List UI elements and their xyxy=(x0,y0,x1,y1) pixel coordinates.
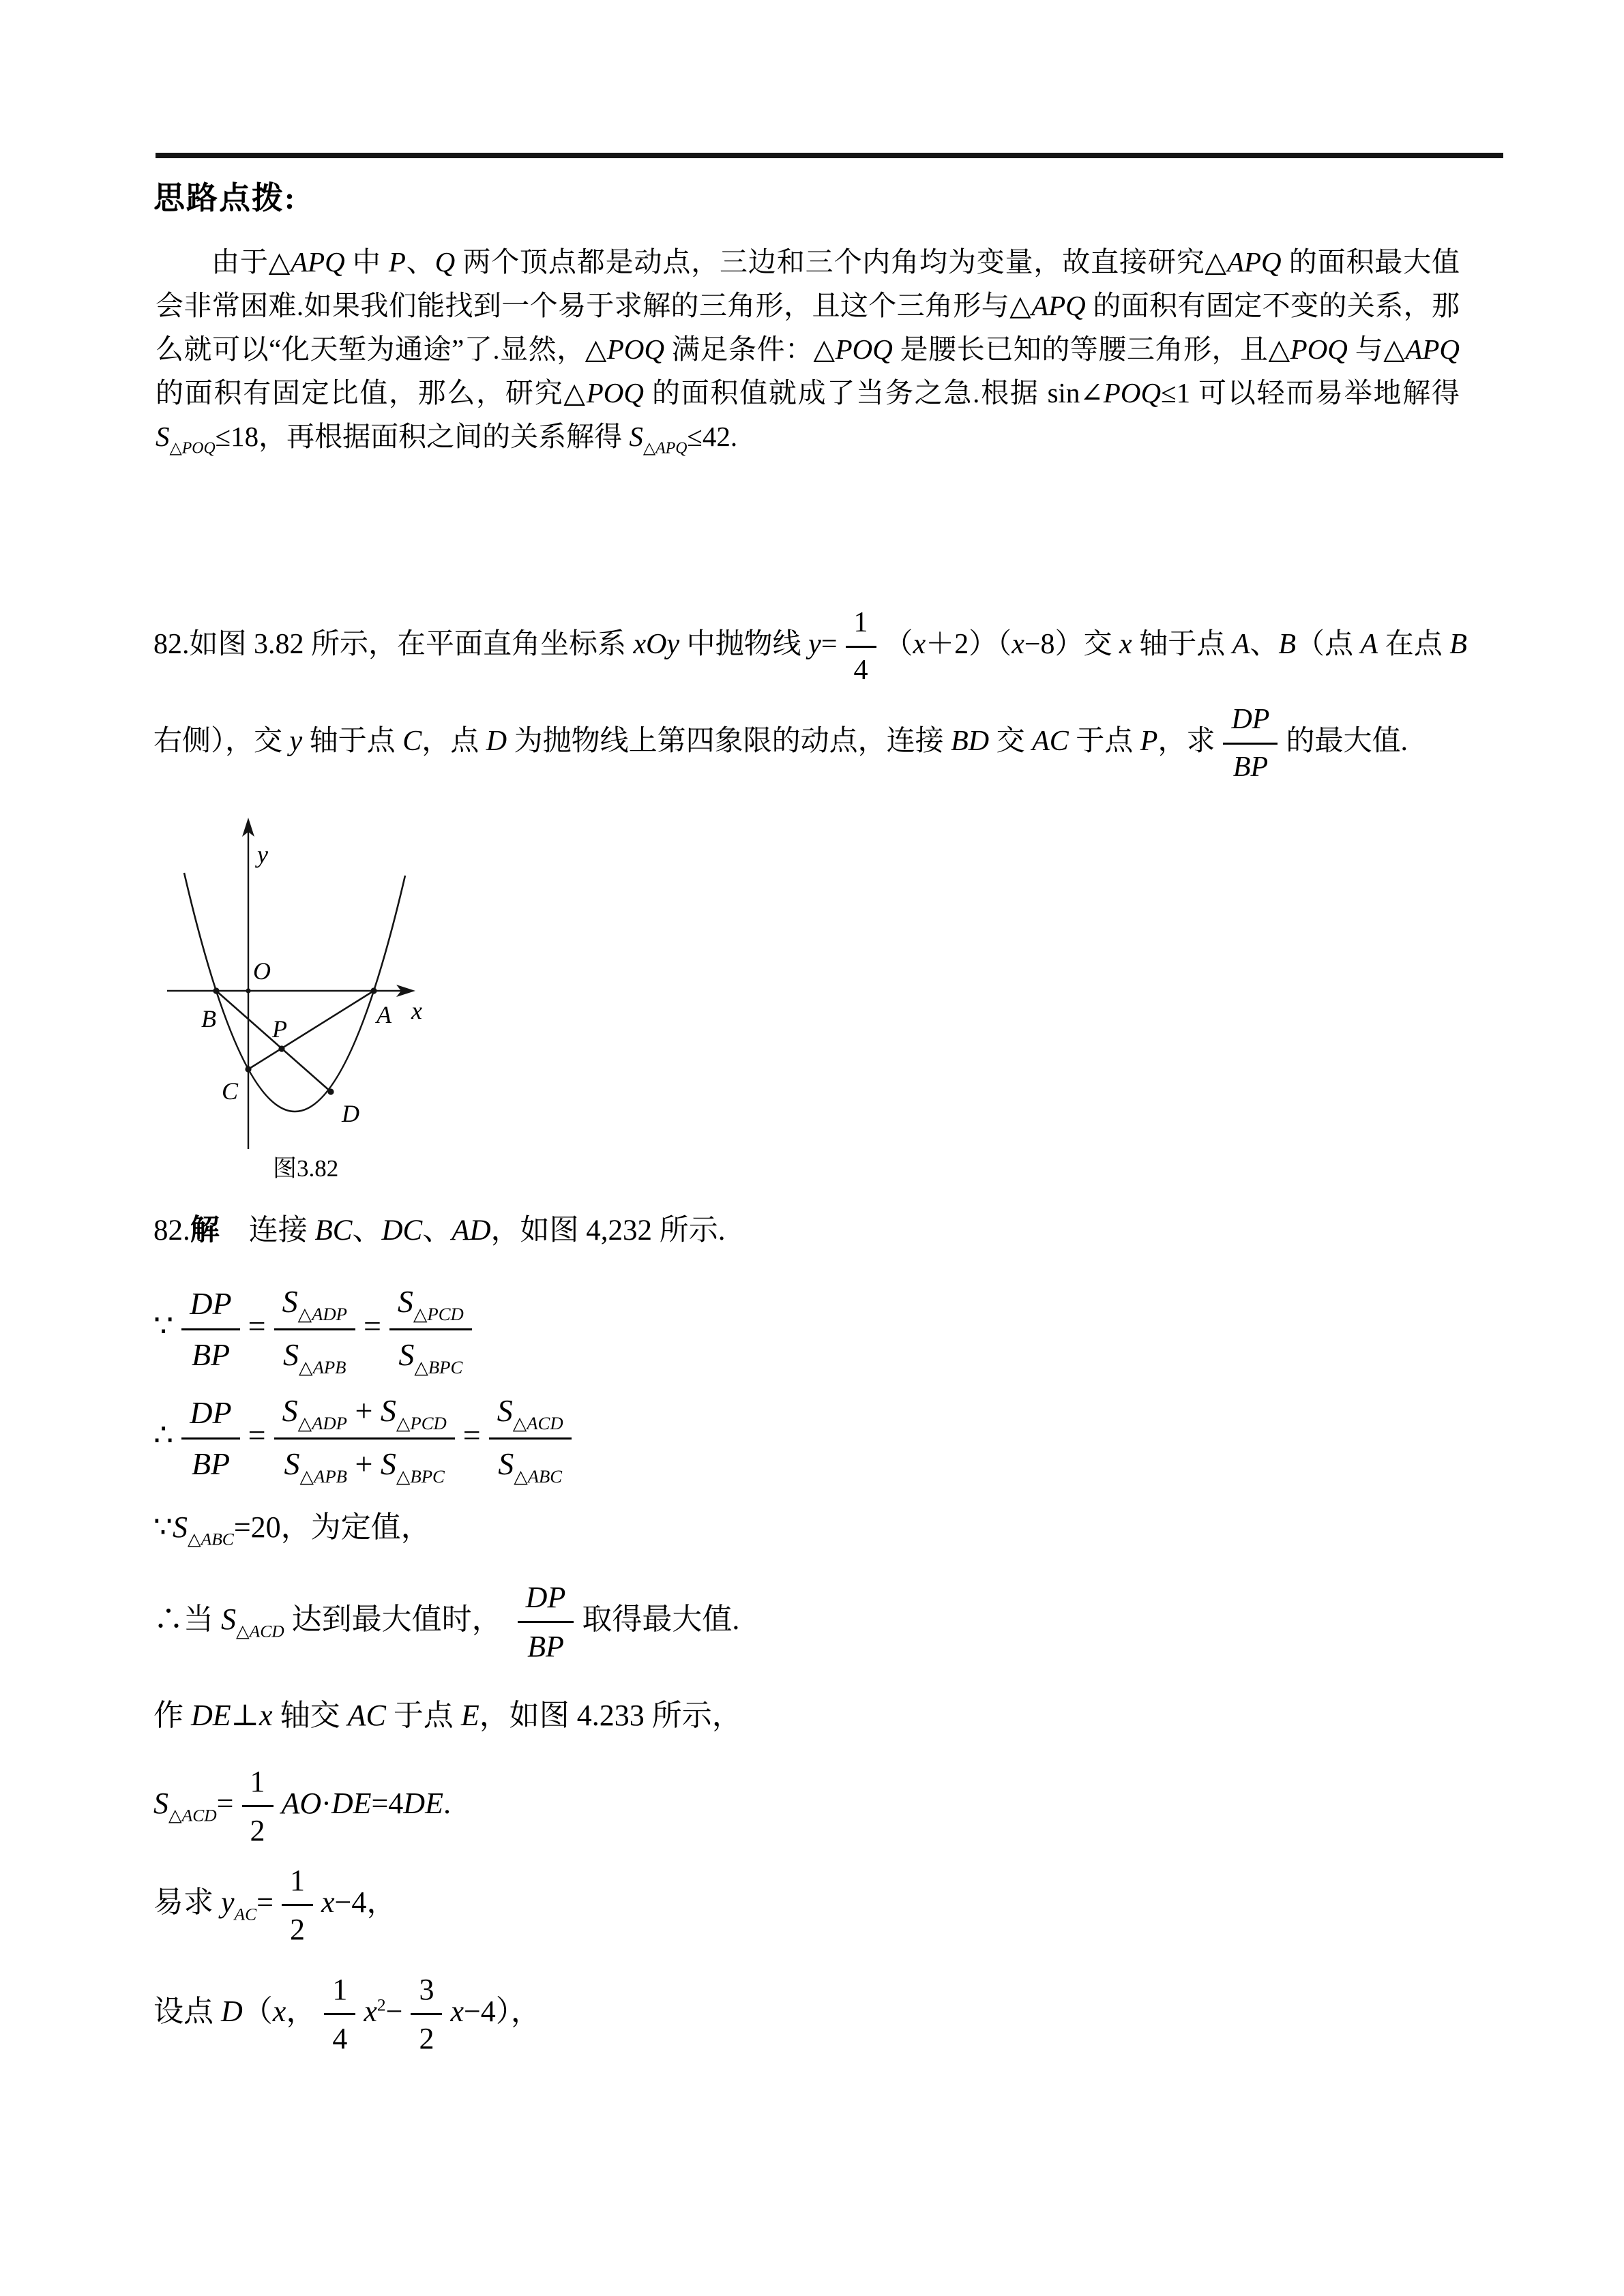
y-axis-label: y xyxy=(257,841,268,868)
x-axis-label: x xyxy=(411,997,422,1024)
point-origin xyxy=(246,988,250,993)
solution-line-max-condition: ∴当 $S_{\triangle ACD}$ 达到最大值时， $\frac{DP}{BP}$ 取得最大值. xyxy=(153,1565,739,1674)
solution-equation-sum-ratio: ∴ $\frac{DP}{BP}$ = $\frac{S_{\triangle ADP} + S_{\triangle PCD}}{S_{\triangle APB} + S_{\triangle BPC}}$ = $\frac{S_{\triangle ACD}}{S_{\triangle ABC}}$ xyxy=(153,1367,580,1504)
section-divider-rule xyxy=(156,153,1503,158)
point-b-label: B xyxy=(201,1005,216,1032)
solution-line-point-d: 设点 D（x， $\frac{1}{4}$ $x^2-$ $\frac{3}{2}$ x−4）， xyxy=(153,1952,541,2071)
figure-caption: 图3.82 xyxy=(273,1155,339,1182)
solution-line-ac-equation: 易求 $y_{AC}=$ $\frac{1}{2}$ x−4， xyxy=(153,1845,396,1960)
solution-heading-line: 82.解 连接 BC、DC、AD，如图 4,232 所示. xyxy=(153,1214,726,1247)
figure-3-82 xyxy=(162,814,448,1195)
solution-line-construction: 作 DE⊥x 轴交 AC 于点 E，如图 4.233 所示， xyxy=(153,1699,742,1732)
solution-line-constant-area: $\because S_{\triangle ABC}=20$，为定值， xyxy=(153,1510,431,1549)
point-d xyxy=(327,1088,334,1094)
solution-line-area-formula: $S_{\triangle ACD}=$ $\frac{1}{2}$ AO·DE=4DE. xyxy=(153,1746,451,1862)
point-c-label: C xyxy=(222,1077,239,1105)
point-b xyxy=(213,987,219,994)
problem-statement-line-1: 82.如图 3.82 所示，在平面直角坐标系 xOy 中抛物线 y= $\frac{1}{4}$ （x＋2）（x−8）交 x 轴于点 A、B（点 A 在点 B xyxy=(153,593,1467,696)
segment-ac xyxy=(248,991,374,1069)
point-d-label: D xyxy=(342,1100,359,1127)
point-a xyxy=(370,987,377,994)
point-p-label: P xyxy=(272,1015,287,1043)
section-heading: 思路点拨: xyxy=(153,181,297,215)
point-p xyxy=(278,1045,284,1052)
solution-equation-ratio: ∵ $\frac{DP}{BP}$ = $\frac{S_{\triangle ADP}}{S_{\triangle APB}}$ = $\frac{S_{\triangle PCD}}{S_{\triangle BPC}}$ xyxy=(153,1258,480,1395)
problem-statement-line-2: 右侧），交 y 轴于点 C，点 D 为抛物线上第四象限的动点，连接 BD 交 AC 于点 P，求 $\frac{DP}{BP}$ 的最大值. xyxy=(153,690,1408,792)
point-c xyxy=(245,1066,251,1072)
point-a-label: A xyxy=(377,1001,392,1028)
guide-paragraph: 由于△APQ 中 P、Q 两个顶点都是动点，三边和三个内角均为变量，故直接研究△APQ 的面积最大值会非常困难.如果我们能找到一个易于求解的三角形，且这个三角形与△APQ 的面积有固定不变的关系，那么就可以“化天堑为通途”了.显然，△POQ 满足条件：△POQ 是腰长已知的等腰三角形，且△POQ 与△APQ 的面积有固定比值，那么，研究△POQ 的面积值就成了当务之急.根据 sin∠POQ≤1 可以轻而易举地解得 $S_{\triangle POQ}\le 18$，再根据面积之间的关系解得 $S_{\triangle APQ}\le 42$. xyxy=(156,246,1460,458)
origin-label: O xyxy=(253,957,271,985)
